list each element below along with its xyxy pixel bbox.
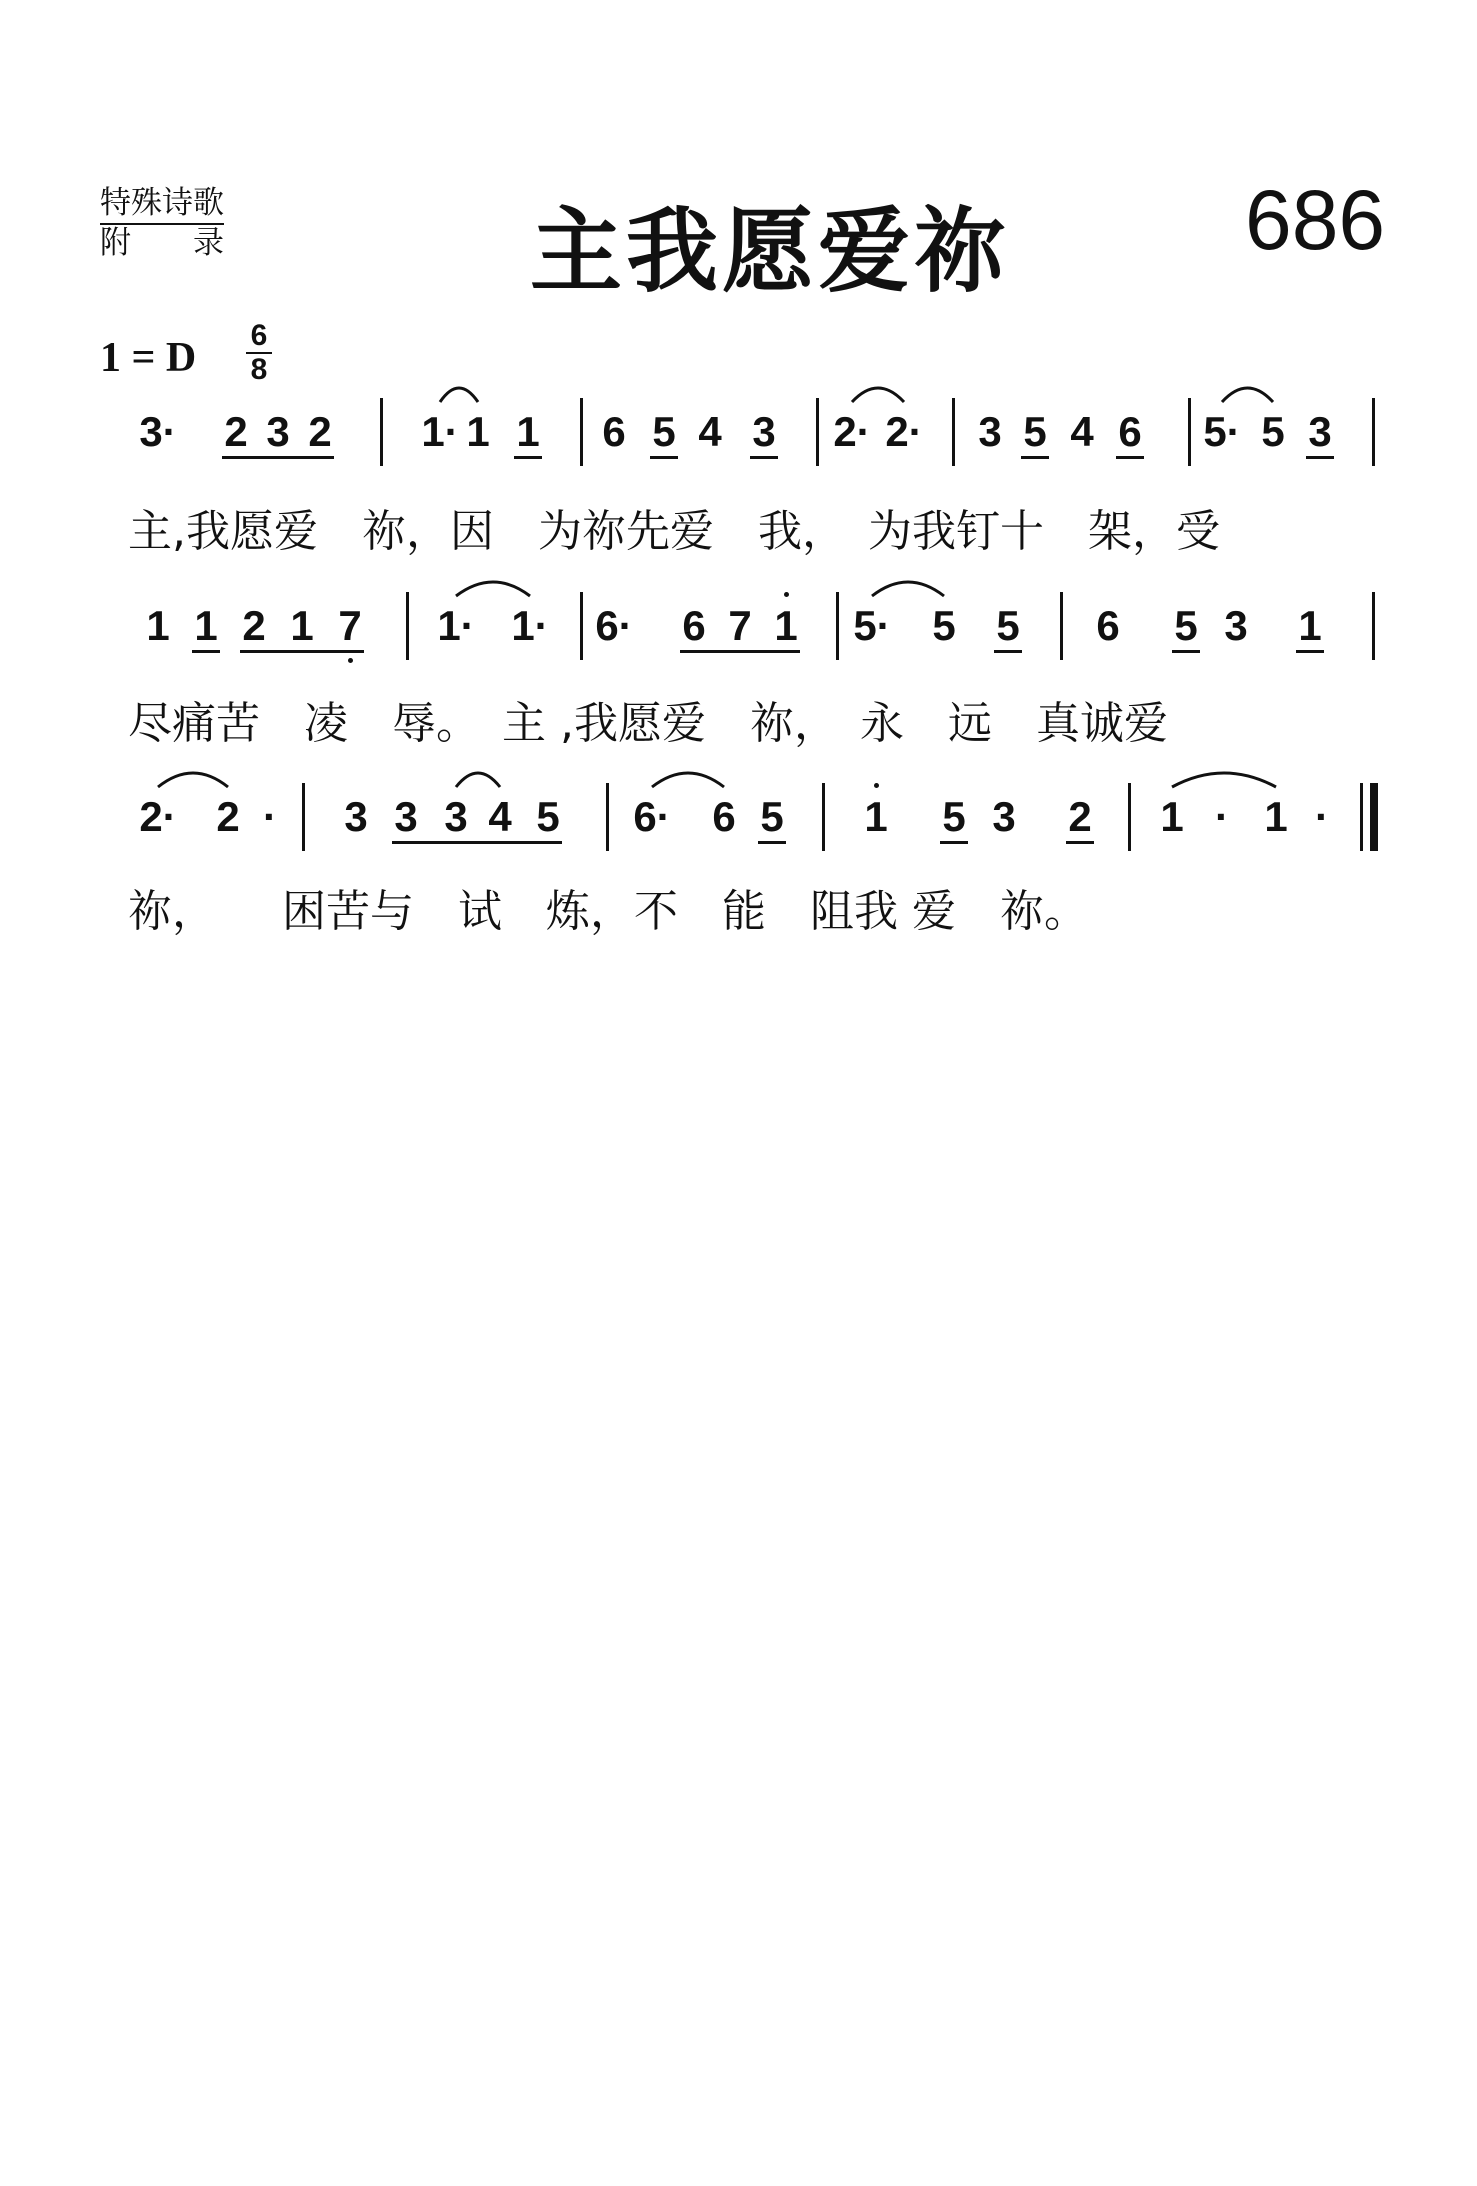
note: 5·	[853, 602, 891, 649]
note: 3	[978, 408, 1002, 455]
lyrics-line-3: 祢， 困苦与 试 炼，不 能 阻我 爱 祢。	[128, 886, 1088, 937]
note: 6	[712, 793, 736, 840]
note: 5	[536, 793, 560, 840]
tie-arc	[652, 773, 724, 787]
note: 6	[682, 602, 706, 649]
note: 4	[488, 793, 512, 840]
note: 6	[602, 408, 626, 455]
note: 1	[146, 602, 170, 649]
note: 1·	[511, 602, 549, 649]
note: 2·	[885, 408, 923, 455]
note: 5	[1023, 408, 1047, 455]
note: 2	[224, 408, 248, 455]
note: 5	[760, 793, 784, 840]
note: 3	[394, 793, 418, 840]
tie-arc	[158, 773, 228, 787]
note: 6	[1118, 408, 1142, 455]
time-signature-bottom: 8	[250, 353, 268, 386]
note: 5·	[1203, 408, 1241, 455]
note: 1	[194, 602, 218, 649]
note: 3·	[139, 408, 177, 455]
note: 2	[216, 793, 240, 840]
note: 1	[466, 408, 490, 455]
time-signature-top: 6	[246, 320, 272, 354]
note: 1	[1298, 602, 1322, 649]
note: 3	[1224, 602, 1248, 649]
note: 2·	[139, 793, 177, 840]
note: 2	[308, 408, 332, 455]
lyrics-line-2: 尽痛苦 凌 辱。 主 ,我愿爱 祢， 永 远 真诚爱	[128, 698, 1168, 749]
note: 6·	[633, 793, 671, 840]
note: 5	[652, 408, 676, 455]
note: 4	[1070, 408, 1094, 455]
note: 2·	[833, 408, 871, 455]
hymn-number: 686	[1245, 173, 1386, 267]
note: 5	[942, 793, 966, 840]
note: 6	[1096, 602, 1120, 649]
tie-arc	[1172, 773, 1276, 787]
tie-arc	[440, 388, 478, 402]
note: 7	[728, 602, 752, 649]
note: ·	[1315, 793, 1329, 840]
note: 2	[1068, 793, 1092, 840]
note: ·	[1215, 793, 1229, 840]
note: 1	[774, 602, 798, 649]
ties-layer	[0, 0, 1477, 1000]
note: 1·	[437, 602, 475, 649]
note: 2	[242, 602, 266, 649]
note: 3	[992, 793, 1016, 840]
note: 3	[266, 408, 290, 455]
note: 5	[1174, 602, 1198, 649]
tie-arc	[852, 388, 904, 402]
note: ·	[263, 793, 277, 840]
note: 1	[290, 602, 314, 649]
appendix-label: 附 录	[100, 225, 224, 261]
note: 1	[1264, 793, 1288, 840]
note: 6·	[595, 602, 633, 649]
tie-arc	[456, 773, 500, 787]
note: 1·	[421, 408, 459, 455]
tie-arc	[872, 582, 944, 596]
note: 4	[698, 408, 722, 455]
note: 7	[338, 602, 362, 649]
note: 5	[996, 602, 1020, 649]
note: 3	[444, 793, 468, 840]
note: 1	[864, 793, 888, 840]
key-signature: 1 = D	[100, 335, 197, 381]
hymn-title: 主我愿爱祢	[530, 198, 1011, 305]
note: 5	[1261, 408, 1285, 455]
note: 1	[516, 408, 540, 455]
tie-arc	[1222, 388, 1273, 402]
note: 3	[1308, 408, 1332, 455]
note: 1	[1160, 793, 1184, 840]
note: 5	[932, 602, 956, 649]
lyrics-line-1: 主,我愿爱 祢，因 为祢先爱 我， 为我钉十 架，受	[128, 506, 1220, 557]
category-label: 特殊诗歌	[100, 184, 224, 225]
tie-arc	[456, 582, 530, 596]
note: 3	[752, 408, 776, 455]
note: 3	[344, 793, 368, 840]
